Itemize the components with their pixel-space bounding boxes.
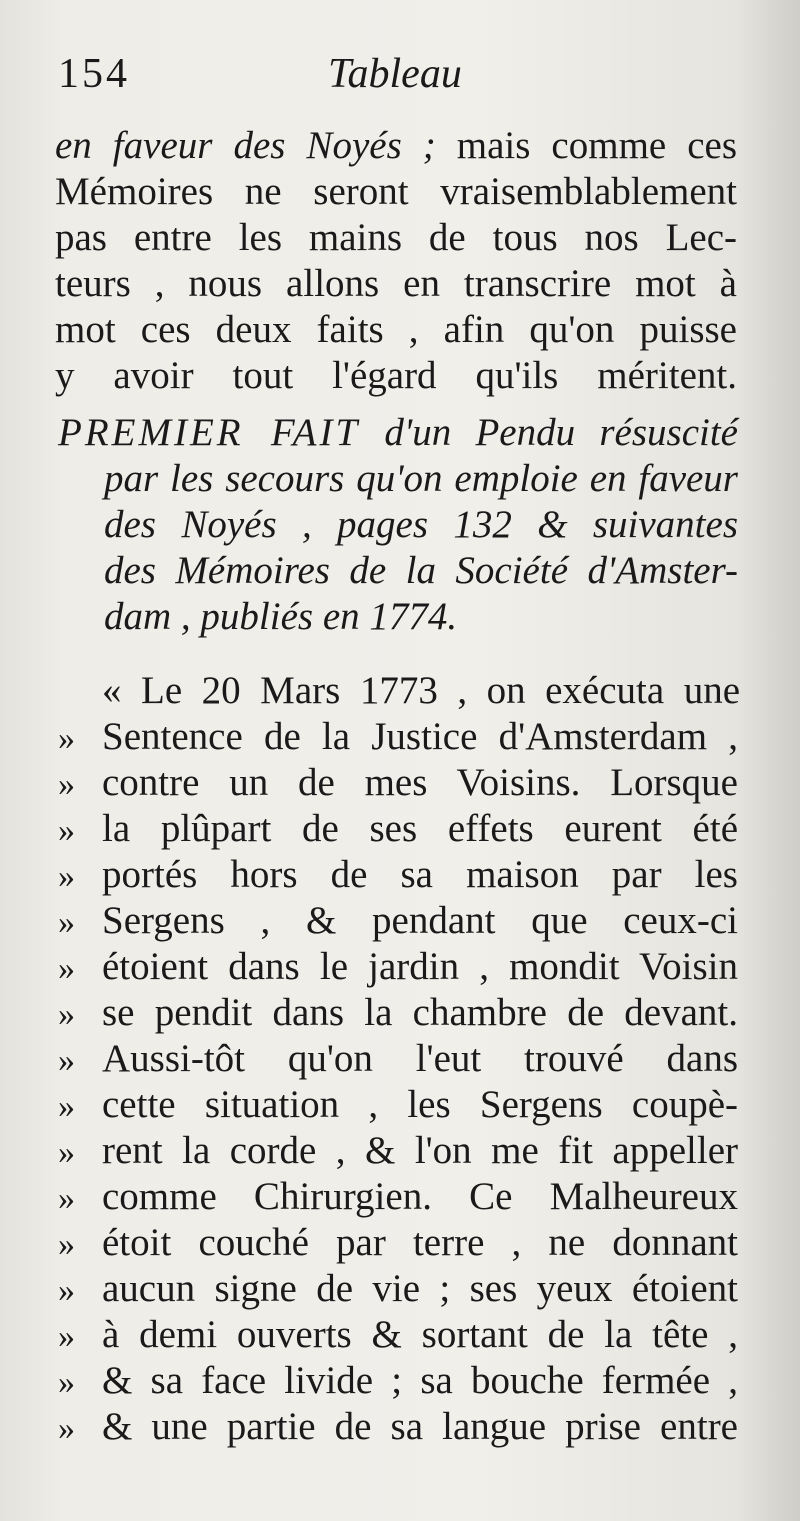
guillemet: » <box>58 904 75 941</box>
quote-line <box>58 898 740 946</box>
quote-line <box>58 1358 740 1406</box>
running-title: Tableau <box>328 51 462 97</box>
quote-text: étoit couché par terre , ne donnant <box>102 1221 738 1264</box>
guillemet: » <box>58 858 75 895</box>
guillemet: » <box>58 812 75 849</box>
quote-line <box>58 1128 740 1176</box>
heading-lead: PREMIER FAIT <box>58 411 361 454</box>
guillemet: » <box>58 1410 75 1447</box>
quote-text: & sa face livide ; sa bouche fermée , <box>102 1359 738 1402</box>
heading-first-rest: d'un Pendu résuscité <box>384 411 738 454</box>
heading-line: par les secours qu'on emploie en faveur <box>104 457 738 500</box>
quote-text: à demi ouverts & sortant de la tête , <box>102 1313 738 1356</box>
guillemet: » <box>58 1088 75 1125</box>
text-line: pas entre les mains de tous nos Lec- <box>55 216 737 259</box>
quote-text: rent la corde , & l'on me fit appeller <box>102 1129 738 1172</box>
quote-text: la plûpart de ses effets eurent été <box>102 807 738 850</box>
guillemet: » <box>58 1180 75 1217</box>
heading-line <box>58 410 738 456</box>
quote-line <box>58 760 740 808</box>
text-line: Mémoires ne seront vraisemblablement <box>55 170 737 213</box>
quote-text: se pendit dans la chambre de devant. <box>102 991 738 1034</box>
quote-text: & une partie de sa langue prise entre <box>102 1405 738 1448</box>
line-rest: mais comme ces <box>456 124 738 167</box>
text-line: y avoir tout l'égard qu'ils méritent. <box>55 354 737 397</box>
heading-line: des Mémoires de la Société d'Amster- <box>104 549 738 592</box>
quote-text: comme Chirurgien. Ce Malheureux <box>102 1175 738 1218</box>
heading-line: des Noyés , pages 132 & suivantes <box>104 503 738 546</box>
quote-line <box>58 852 740 900</box>
quote-line <box>58 1266 740 1314</box>
running-header <box>58 50 748 110</box>
quote-line <box>58 1404 740 1452</box>
quote-line <box>58 944 740 992</box>
quote-text: cette situation , les Sergens coupè- <box>102 1083 738 1126</box>
guillemet: » <box>58 1134 75 1171</box>
quote-text: portés hors de sa maison par les <box>102 853 738 896</box>
guillemet: » <box>58 1318 75 1355</box>
quote-line <box>58 990 740 1038</box>
guillemet: » <box>58 766 75 803</box>
quote-text: Sentence de la Justice d'Amsterdam , <box>102 715 738 758</box>
guillemet: » <box>58 1042 75 1079</box>
text-line <box>55 123 737 169</box>
quote-line <box>58 1174 740 1222</box>
page-number: 154 <box>58 51 130 97</box>
heading-line: dam , publiés en 1774. <box>104 595 458 638</box>
quote-line <box>58 1312 740 1360</box>
quote-line <box>58 1220 740 1268</box>
quote-text: contre un de mes Voisins. Lorsque <box>102 761 738 804</box>
guillemet: » <box>58 1226 75 1263</box>
text-line: mot ces deux faits , afin qu'on puisse <box>55 308 737 351</box>
guillemet: » <box>58 996 75 1033</box>
quote-line <box>58 1082 740 1130</box>
quote-first-text: « Le 20 Mars 1773 , on exécuta une <box>102 669 740 712</box>
quote-text: Sergens , & pendant que ceux-ci <box>102 899 738 942</box>
quote-text: aucun signe de vie ; ses yeux étoient <box>102 1267 738 1310</box>
quote-line <box>58 1036 740 1084</box>
text-line: teurs , nous allons en transcrire mot à <box>55 262 737 305</box>
quote-first-line <box>58 668 740 714</box>
quote-text: Aussi-tôt qu'on l'eut trouvé dans <box>102 1037 738 1080</box>
quote-line <box>58 806 740 854</box>
guillemet: » <box>58 950 75 987</box>
quote-line <box>58 714 740 762</box>
guillemet: » <box>58 1364 75 1401</box>
guillemet: » <box>58 1272 75 1309</box>
guillemet: » <box>58 720 75 757</box>
quote-text: étoient dans le jardin , mondit Voisin <box>102 945 738 988</box>
italic-phrase: en faveur des Noyés ; <box>55 124 436 167</box>
